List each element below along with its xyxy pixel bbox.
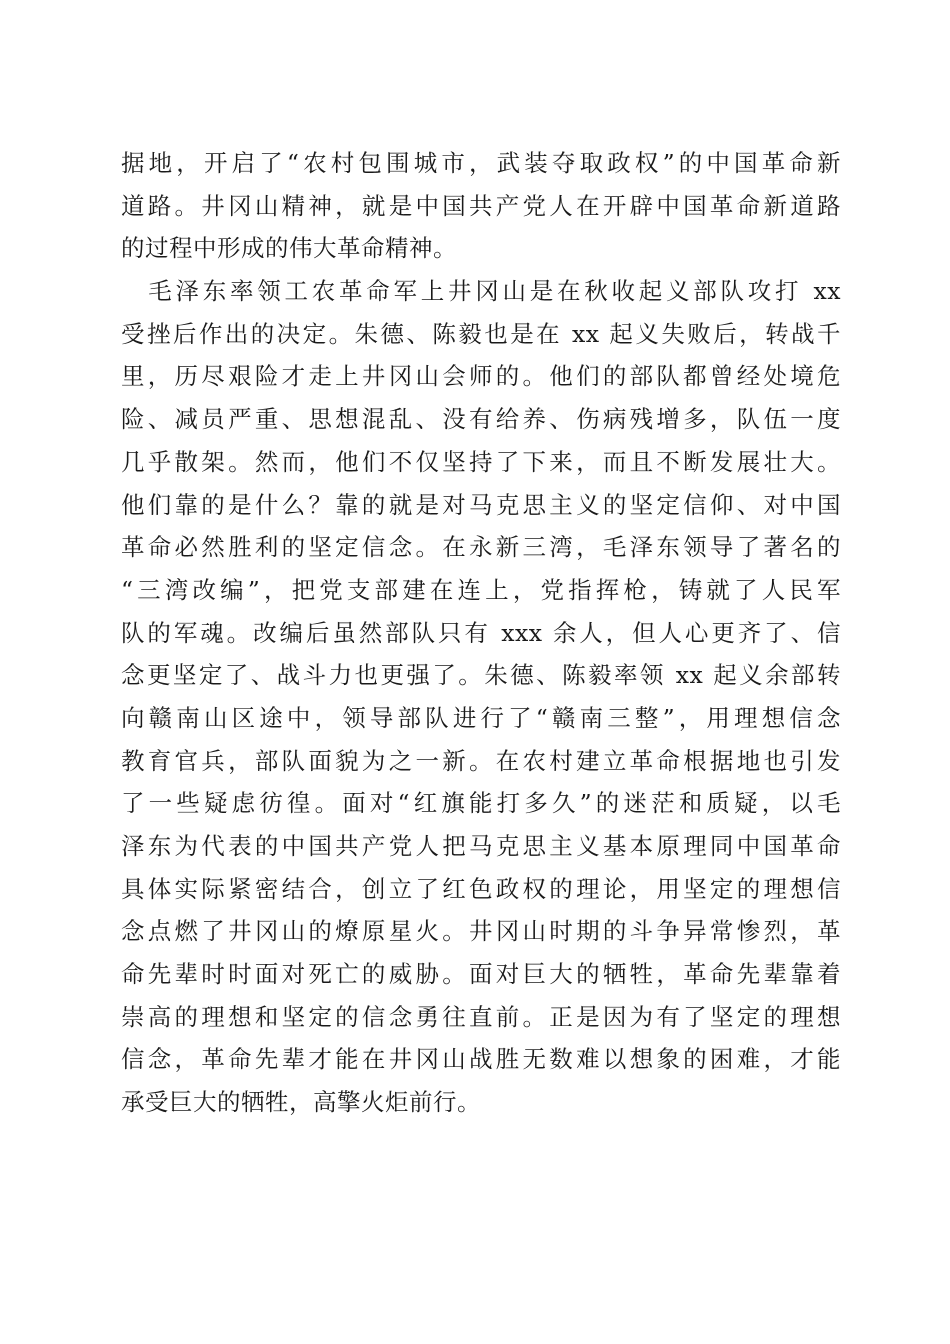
text-line: 承受巨大的牺牲，高擎火炬前行。 [121, 1088, 481, 1117]
text-line: 崇高的理想和坚定的信念勇往直前。正是因为有了坚定的理想 [121, 1002, 841, 1031]
text-line: 几乎散架。然而，他们不仅坚持了下来，而且不断发展壮大。 [121, 447, 841, 476]
text-line: 具体实际紧密结合，创立了红色政权的理论，用坚定的理想信 [121, 874, 841, 903]
text-line: 道路。井冈山精神，就是中国共产党人在开辟中国革命新道路 [121, 191, 841, 220]
text-line: 据地，开启了“农村包围城市，武装夺取政权”的中国革命新 [121, 149, 841, 177]
text-line: 毛泽东率领工农革命军上井冈山是在秋收起义部队攻打 xx [121, 277, 841, 306]
text-line: 受挫后作出的决定。朱德、陈毅也是在 xx 起义失败后，转战千 [121, 319, 841, 348]
text-line: 了一些疑虑彷徨。面对“红旗能打多久”的迷茫和质疑，以毛 [121, 789, 841, 818]
text-line: 险、减员严重、思想混乱、没有给养、伤病残增多，队伍一度 [121, 405, 841, 434]
text-line: “三湾改编”，把党支部建在连上，党指挥枪，铸就了人民军 [121, 575, 841, 604]
text-line: 信念，革命先辈才能在井冈山战胜无数难以想象的困难，才能 [121, 1045, 841, 1074]
text-line: 念点燃了井冈山的燎原星火。井冈山时期的斗争异常惨烈，革 [121, 917, 841, 946]
text-line: 的过程中形成的伟大革命精神。 [121, 234, 457, 263]
text-line: 他们靠的是什么？靠的就是对马克思主义的坚定信仰、对中国 [121, 490, 841, 519]
text-line: 革命必然胜利的坚定信念。在永新三湾，毛泽东领导了著名的 [121, 533, 841, 562]
text-line: 念更坚定了、战斗力也更强了。朱德、陈毅率领 xx 起义余部转 [121, 661, 841, 690]
text-line: 泽东为代表的中国共产党人把马克思主义基本原理同中国革命 [121, 832, 841, 860]
text-line: 里，历尽艰险才走上井冈山会师的。他们的部队都曾经处境危 [121, 362, 841, 391]
body-text [121, 142, 841, 1124]
text-line: 队的军魂。改编后虽然部队只有 xxx 余人，但人心更齐了、信 [121, 618, 841, 647]
text-line: 命先辈时时面对死亡的威胁。面对巨大的牺牲，革命先辈靠着 [121, 960, 841, 989]
text-line: 向赣南山区途中，领导部队进行了“赣南三整”，用理想信念 [121, 703, 841, 732]
text-line: 教育官兵，部队面貌为之一新。在农村建立革命根据地也引发 [121, 746, 841, 775]
